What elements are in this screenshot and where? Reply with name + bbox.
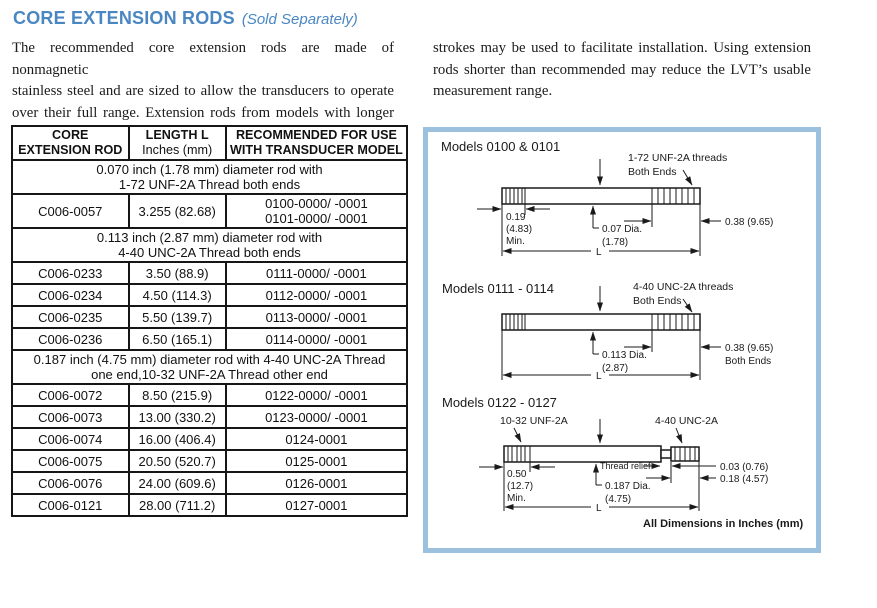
rod-body [504,446,661,462]
cell-length: 3.255 (82.68) [129,194,226,228]
thread-spec-label: Both Ends [628,166,677,178]
page-title-row [13,8,358,29]
leader-arrow [683,170,692,185]
length-label: L [596,503,602,514]
section-header-line: 1-72 UNF-2A Thread both ends [118,177,301,192]
dim-text: Min. [506,236,525,247]
table-section-header [12,350,407,384]
cell-part-number: C006-0233 [12,262,129,284]
length-label: L [596,371,602,382]
length-label: L [596,247,602,258]
leader-arrow [514,428,521,442]
intro-line: rods shorter than recommended may reduce the LVT’s usable [433,61,811,78]
cell-models: 0112-0000/ -0001 [226,284,407,306]
table-section-header [12,228,407,262]
table-section-header [12,160,407,194]
diagram-models-0111-0114 [428,262,816,388]
thread-spec-label: 1-72 UNF-2A threads [628,152,728,164]
table-row [12,450,407,472]
cell-length: 28.00 (711.2) [129,494,226,516]
dim-text: 0.03 (0.76) [720,462,769,473]
dia-text: 0.187 Dia. [605,481,651,492]
dia-text: (2.87) [602,363,629,374]
table-row [12,306,407,328]
cell-length: 24.00 (609.6) [129,472,226,494]
section-header-line: 0.070 inch (1.78 mm) diameter rod with [96,162,323,177]
col-header-length [129,126,226,160]
cell-length: 8.50 (215.9) [129,384,226,406]
diagram-models-0122-0127 [428,388,816,548]
cell-length: 16.00 (406.4) [129,428,226,450]
dim-text: 0.18 (4.57) [720,474,769,485]
cell-length: 13.00 (330.2) [129,406,226,428]
model-line: 0101-0000/ -0001 [265,211,368,226]
intro-line: over their full range. Extension rods from models with longer [12,104,394,121]
dim-text: 0.38 (9.65) [725,343,774,354]
cell-models: 0125-0001 [226,450,407,472]
table-row [12,428,407,450]
cell-models: 0122-0000/ -0001 [226,384,407,406]
dim-text: Min. [507,493,526,504]
cell-part-number: C006-0235 [12,306,129,328]
page-title: CORE EXTENSION RODS [13,8,235,28]
table-row [12,328,407,350]
thread-relief-label: Thread relief [600,461,651,471]
cell-part-number: C006-0074 [12,428,129,450]
cell-length: 3.50 (88.9) [129,262,226,284]
table-row [12,406,407,428]
diagram-title: Models 0122 - 0127 [442,395,557,410]
diagram-title: Models 0100 & 0101 [441,139,561,154]
diagram-models-0100-0101 [428,132,816,262]
header-line: CORE [52,128,89,142]
thread-spec-label: 4-40 UNC-2A threads [633,281,734,293]
cell-models: 0127-0001 [226,494,407,516]
intro-right-column [433,38,811,103]
cell-part-number: C006-0073 [12,406,129,428]
table-header-row [12,126,407,160]
table-row [12,472,407,494]
intro-line: The recommended core extension rods are made of nonmagnetic [12,40,394,78]
cell-models: 0124-0001 [226,428,407,450]
table-row [12,284,407,306]
cell-part-number: C006-0075 [12,450,129,472]
intro-line: stainless steel and are sized to allow the transducers to operate [12,83,394,99]
dim-text: (4.83) [506,224,533,235]
intro-line: measurement range. [433,83,553,99]
cell-part-number: C006-0072 [12,384,129,406]
dia-text: (1.78) [602,237,629,248]
dia-text: 0.113 Dia. [602,350,647,361]
header-line: WITH TRANSDUCER MODEL [230,143,403,157]
cell-models: 0126-0001 [226,472,407,494]
dim-text: 0.38 (9.65) [725,217,774,228]
leader-arrow [676,428,682,443]
diagram-panel [423,127,821,553]
thread-spec-label: 4-40 UNC-2A [655,415,719,427]
dim-text: 0.50 [507,469,527,480]
table-row [12,384,407,406]
header-line: LENGTH L [145,128,209,142]
col-header-core-extension-rod [12,126,129,160]
model-line: 0100-0000/ -0001 [265,196,368,211]
cell-models [226,194,407,228]
thread-spec-label: 10-32 UNF-2A [500,415,568,427]
cell-models: 0113-0000/ -0001 [226,306,407,328]
section-header-line: 0.187 inch (4.75 mm) diameter rod with 4-40 UNC-2A Thread [33,352,386,367]
cell-models: 0123-0000/ -0001 [226,406,407,428]
intro-left-column [12,38,394,124]
section-header-line: 4-40 UNC-2A Thread both ends [118,245,301,260]
header-line: RECOMMENDED FOR USE [235,128,397,142]
cell-length: 6.50 (165.1) [129,328,226,350]
cell-part-number: C006-0076 [12,472,129,494]
cell-part-number: C006-0121 [12,494,129,516]
cell-models: 0111-0000/ -0001 [226,262,407,284]
leader-arrow [683,299,692,312]
header-line: Inches (mm) [142,143,213,157]
thread-relief-neck [661,450,671,458]
cell-part-number: C006-0236 [12,328,129,350]
dia-text: (4.75) [605,494,632,505]
cell-length: 4.50 (114.3) [129,284,226,306]
cell-models: 0114-0000/ -0001 [226,328,407,350]
dia-text: 0.07 Dia. [602,224,643,235]
extension-rod-table [11,125,408,517]
cell-length: 20.50 (520.7) [129,450,226,472]
page-title-suffix: (Sold Separately) [241,11,358,28]
table-row [12,262,407,284]
intro-line: strokes may be used to facilitate installation. Using extension [433,40,811,56]
header-line: EXTENSION ROD [18,143,123,157]
cell-part-number: C006-0234 [12,284,129,306]
table-row [12,494,407,516]
table-row [12,194,407,228]
cell-part-number: C006-0057 [12,194,129,228]
diagram-title: Models 0111 - 0114 [442,281,555,296]
dim-text: Both Ends [725,356,772,367]
col-header-transducer-model [226,126,407,160]
dim-text: 0.19 [506,212,526,223]
dim-text: (12.7) [507,481,534,492]
thread-spec-label: Both Ends [633,295,682,307]
panel-footer-note: All Dimensions in Inches (mm) [643,518,804,530]
cell-length: 5.50 (139.7) [129,306,226,328]
section-header-line: 0.113 inch (2.87 mm) diameter rod with [96,230,323,245]
section-header-line: one end,10-32 UNF-2A Thread other end [91,367,328,382]
